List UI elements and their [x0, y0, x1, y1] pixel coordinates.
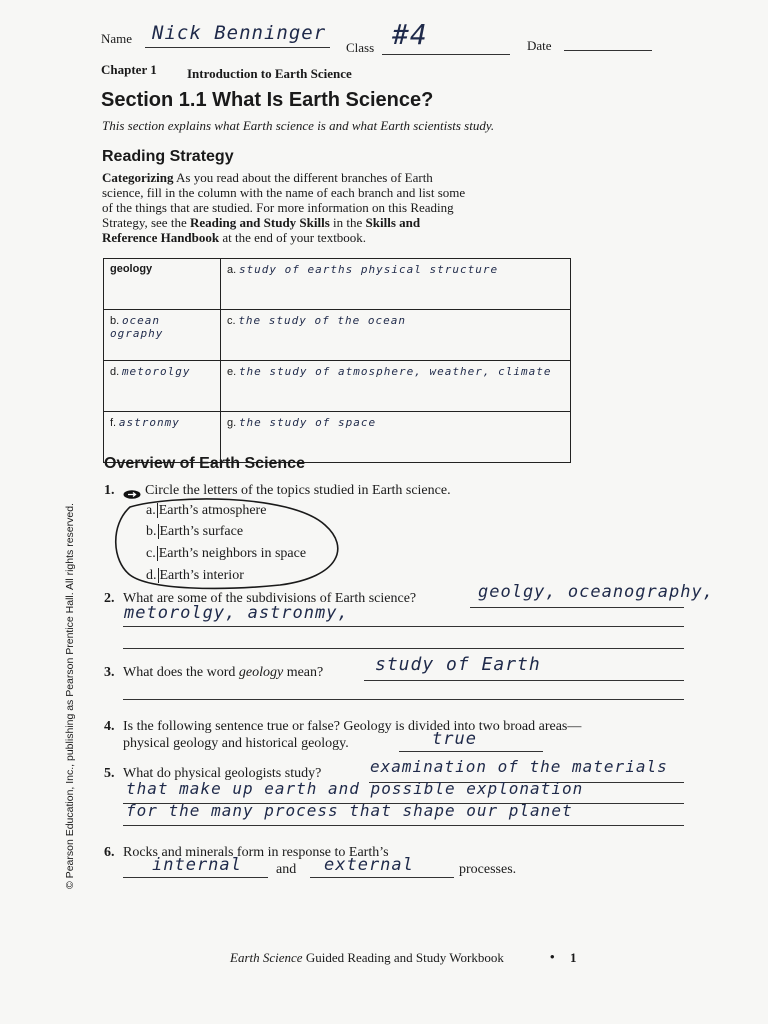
- chapter-number: Chapter 1: [101, 62, 157, 77]
- q2-line-2: [123, 626, 684, 627]
- cell-answer[interactable]: the study of space: [238, 416, 377, 429]
- strategy-ref-prefix: Strategy, see the: [102, 215, 187, 230]
- q6-text: Rocks and minerals form in response to Earth’s: [123, 845, 389, 860]
- hand-drawn-circle-icon: [110, 495, 360, 595]
- q6-answer-1[interactable]: internal: [152, 855, 242, 875]
- name-line: [145, 47, 330, 48]
- q3-text-pre: What does the word: [123, 665, 236, 680]
- q3-text: [123, 665, 323, 681]
- table-row: [104, 310, 571, 361]
- q3-answer[interactable]: study of Earth: [375, 654, 541, 675]
- chapter-title: Introduction to Earth Science: [187, 66, 352, 81]
- footer-bullet: •: [550, 949, 555, 964]
- date-field[interactable]: [564, 50, 652, 51]
- copyright-notice: © Pearson Education, Inc., publishing as Pearson Prentice Hall. All rights reserved.: [64, 503, 76, 889]
- strategy-ref-mid: in the: [333, 215, 363, 230]
- class-label: Class: [346, 40, 375, 55]
- option-text: Earth’s atmosphere: [158, 503, 267, 518]
- table-cell[interactable]: [221, 259, 571, 310]
- q4-answer[interactable]: true: [432, 729, 477, 749]
- name-label: Name: [101, 31, 133, 46]
- footer-book-rest: Guided Reading and Study Workbook: [305, 950, 504, 965]
- overview-heading: Overview of Earth Science: [104, 455, 305, 472]
- q1-number: 1.: [104, 483, 115, 498]
- table-cell[interactable]: [104, 361, 221, 412]
- table-cell: [104, 259, 221, 310]
- option-letter: c.: [146, 546, 156, 561]
- q6-answer-2[interactable]: external: [324, 855, 414, 875]
- option-text: Earth’s surface: [159, 524, 244, 539]
- strategy-ref-bold-2: Skills and: [365, 215, 421, 230]
- footer-book-title: [230, 950, 504, 966]
- strategy-ref-bold-1: Reading and Study Skills: [189, 215, 330, 230]
- cell-label: f.: [110, 417, 117, 429]
- cell-label: d.: [110, 366, 120, 378]
- q2-number: 2.: [104, 591, 115, 606]
- q6-and: and: [276, 862, 297, 877]
- q6-line-2: [310, 877, 454, 878]
- class-field[interactable]: #4: [392, 18, 428, 51]
- table-row: [104, 361, 571, 412]
- cell-answer[interactable]: the study of atmosphere, weather, climate: [238, 365, 552, 378]
- table-cell[interactable]: [221, 310, 571, 361]
- cell-label: a.: [227, 264, 237, 276]
- q4-text-1: Is the following sentence true or false? Geology is divided into two broad areas—: [123, 719, 582, 734]
- section-title: Section 1.1 What Is Earth Science?: [101, 89, 434, 111]
- q5-answer-1[interactable]: examination of the materials: [370, 757, 668, 776]
- cell-answer[interactable]: the study of the ocean: [238, 314, 407, 327]
- page-number: 1: [570, 950, 577, 965]
- q4-number: 4.: [104, 719, 115, 734]
- option-letter: a.: [146, 503, 156, 518]
- q6-number: 6.: [104, 845, 115, 860]
- strategy-lead: Categorizing: [102, 170, 174, 185]
- cell-label: geology: [110, 263, 153, 275]
- q4-line: [399, 751, 543, 752]
- cell-answer[interactable]: study of earths physical structure: [238, 263, 499, 276]
- strategy-line-1: As you read about the different branches of Earth: [176, 170, 433, 185]
- q4-text-2: physical geology and historical geology.: [123, 736, 349, 751]
- q3-number: 3.: [104, 665, 115, 680]
- q2-line-3[interactable]: [123, 648, 684, 649]
- cell-answer[interactable]: astronmy: [118, 416, 180, 429]
- q3-text-em: geology: [238, 665, 284, 680]
- table-cell[interactable]: [104, 310, 221, 361]
- q2-line-1: [470, 607, 684, 608]
- cell-label: e.: [227, 366, 237, 378]
- footer-book-em: Earth Science: [230, 950, 303, 965]
- q2-text: What are some of the subdivisions of Earth science?: [123, 591, 417, 606]
- cell-label: c.: [227, 315, 236, 327]
- reading-strategy-text: [102, 170, 465, 245]
- table-cell[interactable]: [221, 361, 571, 412]
- name-field[interactable]: Nick Benninger: [152, 22, 327, 44]
- cell-answer[interactable]: metorolgy: [121, 365, 191, 378]
- date-label: Date: [527, 38, 552, 53]
- q5-text: What do physical geologists study?: [123, 766, 322, 781]
- q5-number: 5.: [104, 766, 115, 781]
- strategy-line-3: of the things that are studied. For more information on this Reading: [102, 200, 454, 215]
- reading-strategy-table: [103, 258, 571, 463]
- q2-answer-1[interactable]: geolgy, oceanography,: [478, 582, 714, 602]
- cell-answer[interactable]: ocean ography: [110, 314, 164, 340]
- option-letter: d.: [146, 568, 157, 583]
- q3-line-1: [364, 680, 684, 681]
- q3-line-2[interactable]: [123, 699, 684, 700]
- reading-strategy-heading: Reading Strategy: [102, 148, 234, 165]
- option-text: Earth’s interior: [159, 568, 244, 583]
- option-letter: b.: [146, 524, 157, 539]
- q6-line-1: [123, 877, 268, 878]
- section-subtitle: This section explains what Earth science is and what Earth scientists study.: [102, 118, 495, 133]
- q5-line-3: [123, 825, 684, 826]
- reading-checkpoint-icon: [123, 486, 141, 495]
- strategy-ref-end: at the end of your textbook.: [222, 230, 367, 245]
- cell-label: g.: [227, 417, 237, 429]
- option-text: Earth’s neighbors in space: [158, 546, 307, 561]
- strategy-ref-bold-3: Reference Handbook: [102, 230, 220, 245]
- class-line: [382, 54, 510, 55]
- q5-answer-3[interactable]: for the many process that shape our planet: [126, 801, 573, 820]
- q2-answer-2[interactable]: metorolgy, astronmy,: [124, 603, 349, 623]
- strategy-line-2: science, fill in the column with the name of each branch and list some: [102, 185, 466, 200]
- q3-text-post: mean?: [286, 665, 324, 680]
- q1-text: Circle the letters of the topics studied in Earth science.: [145, 483, 451, 498]
- q6-end: processes.: [459, 862, 517, 877]
- table-row: [104, 259, 571, 310]
- q5-answer-2[interactable]: that make up earth and possible explonation: [126, 779, 584, 798]
- cell-label: b.: [110, 315, 120, 327]
